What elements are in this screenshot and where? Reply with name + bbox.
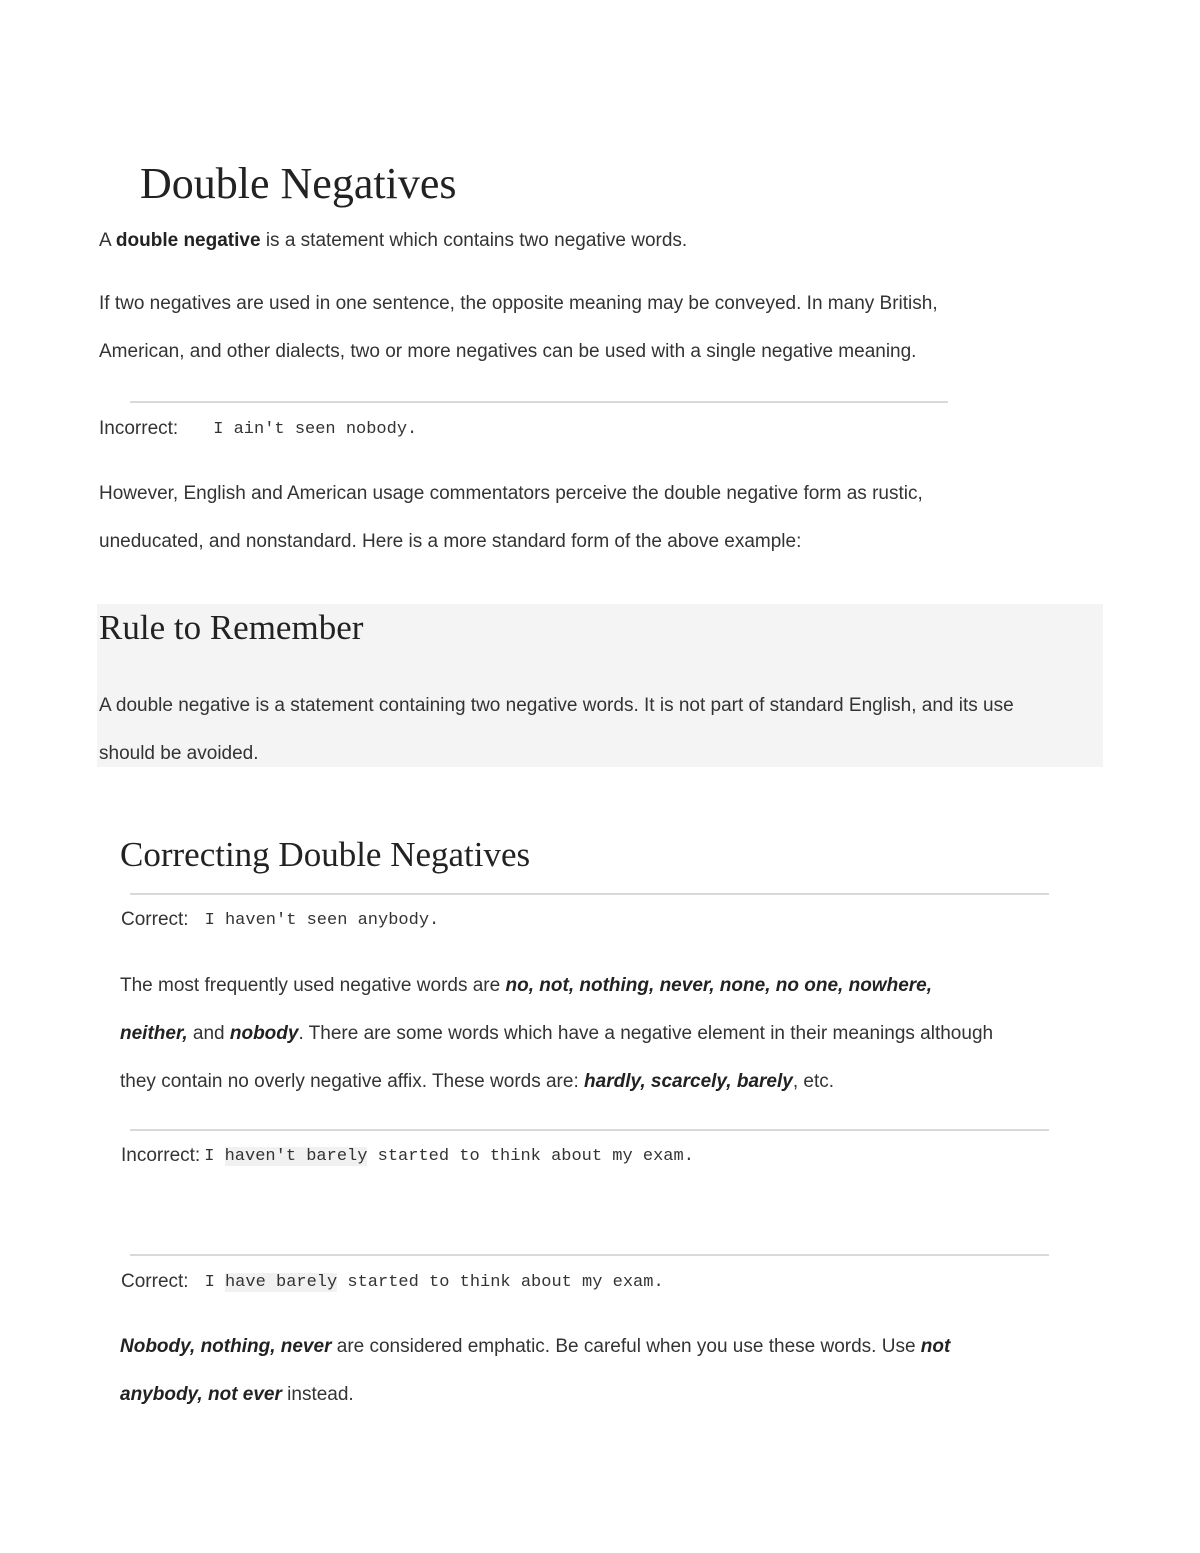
page-title: Double Negatives bbox=[140, 159, 457, 208]
affix-suffix: , etc. bbox=[792, 1071, 835, 1092]
emphatic-paragraph bbox=[120, 1323, 950, 1419]
code-post: started to think about my exam. bbox=[337, 1272, 664, 1292]
divider bbox=[130, 1254, 1049, 1256]
emphatic-alt: anybody, not ever bbox=[120, 1384, 282, 1405]
word-neither: neither bbox=[120, 1023, 183, 1044]
words-line-1: The most frequently used negative words are no, not, nothing, never, none, no one, nowhere, bbox=[120, 975, 932, 996]
divider bbox=[130, 1129, 1049, 1131]
incorrect-example-2 bbox=[121, 1143, 694, 1169]
rule-box bbox=[97, 604, 1103, 767]
emphatic-words: Nobody, nothing, never bbox=[120, 1336, 332, 1357]
intro-prefix: A bbox=[99, 230, 116, 251]
usage-line-1: However, English and American usage commentators perceive the double negative form as rustic, bbox=[99, 483, 923, 504]
incorrect-label-2: Incorrect: bbox=[121, 1145, 201, 1166]
affix-prefix: they contain no overly negative affix. These words are: bbox=[120, 1071, 585, 1092]
intro-line-1: If two negatives are used in one sentence, the opposite meaning may be conveyed. In many British, bbox=[99, 293, 938, 314]
word-nobody: nobody bbox=[229, 1023, 299, 1044]
correct-label: Correct: bbox=[121, 909, 189, 930]
word-no: no bbox=[505, 975, 529, 996]
incorrect-label: Incorrect: bbox=[99, 418, 179, 439]
intro-definition bbox=[99, 228, 687, 254]
divider bbox=[130, 893, 1049, 895]
emphatic-mid: are considered emphatic. Be careful when you use these words. Use bbox=[331, 1336, 921, 1357]
emphatic-line-2 bbox=[120, 1371, 950, 1419]
code-highlight: haven't barely bbox=[224, 1146, 368, 1166]
word-nowhere: nowhere bbox=[848, 975, 927, 996]
rule-line-2: should be avoided. bbox=[99, 743, 259, 764]
rule-heading: Rule to Remember bbox=[99, 608, 364, 647]
word-barely: barely bbox=[736, 1071, 793, 1092]
usage-line-2: uneducated, and nonstandard. Here is a more standard form of the above example: bbox=[99, 531, 802, 552]
correct-code: I haven't seen anybody. bbox=[204, 910, 440, 930]
intro-paragraph bbox=[99, 280, 938, 376]
correct-label-2: Correct: bbox=[121, 1271, 189, 1292]
incorrect-code-2 bbox=[204, 1147, 694, 1166]
rule-line-1: A double negative is a statement containing two negative words. It is not part of standard English, and its use bbox=[99, 695, 1014, 716]
words-and: and bbox=[192, 1023, 225, 1044]
correct-example bbox=[121, 907, 439, 933]
divider bbox=[130, 401, 948, 403]
word-scarcely: scarcely bbox=[650, 1071, 727, 1092]
rule-text bbox=[99, 682, 1014, 778]
affix-text: . There are some words which have a negative element in their meanings although bbox=[298, 1023, 994, 1044]
emphatic-line-1 bbox=[120, 1323, 950, 1371]
word-never: never bbox=[659, 975, 710, 996]
word-no-one: no one bbox=[775, 975, 839, 996]
intro-term: double negative bbox=[115, 230, 261, 251]
incorrect-code: I ain't seen nobody. bbox=[213, 419, 418, 439]
intro-line-2: American, and other dialects, two or more negatives can be used with a single negative meaning. bbox=[99, 341, 917, 362]
words-line-3: they contain no overly negative affix. These words are: hardly, scarcely, barely, etc. bbox=[120, 1071, 835, 1092]
emphatic-end: instead. bbox=[281, 1384, 354, 1405]
negative-words-paragraph bbox=[120, 962, 993, 1106]
words-intro: The most frequently used negative words are bbox=[120, 975, 506, 996]
code-pre: I bbox=[204, 1146, 225, 1166]
intro-suffix: is a statement which contains two negative words. bbox=[260, 230, 688, 251]
code-pre: I bbox=[204, 1272, 225, 1292]
incorrect-example bbox=[99, 416, 417, 442]
usage-paragraph bbox=[99, 470, 923, 566]
correcting-heading: Correcting Double Negatives bbox=[120, 835, 531, 874]
code-post: started to think about my exam. bbox=[367, 1146, 694, 1166]
word-nothing: nothing bbox=[579, 975, 650, 996]
word-hardly: hardly bbox=[584, 1071, 641, 1092]
word-not: not bbox=[539, 975, 569, 996]
emphatic-not: not bbox=[920, 1336, 951, 1357]
word-none: none bbox=[719, 975, 766, 996]
words-line-2: neither, and nobody. There are some words which have a negative element in their meanings although bbox=[120, 1023, 994, 1044]
correct-code-2 bbox=[205, 1273, 664, 1292]
code-highlight: have barely bbox=[224, 1272, 338, 1292]
correct-example-2 bbox=[121, 1269, 664, 1295]
